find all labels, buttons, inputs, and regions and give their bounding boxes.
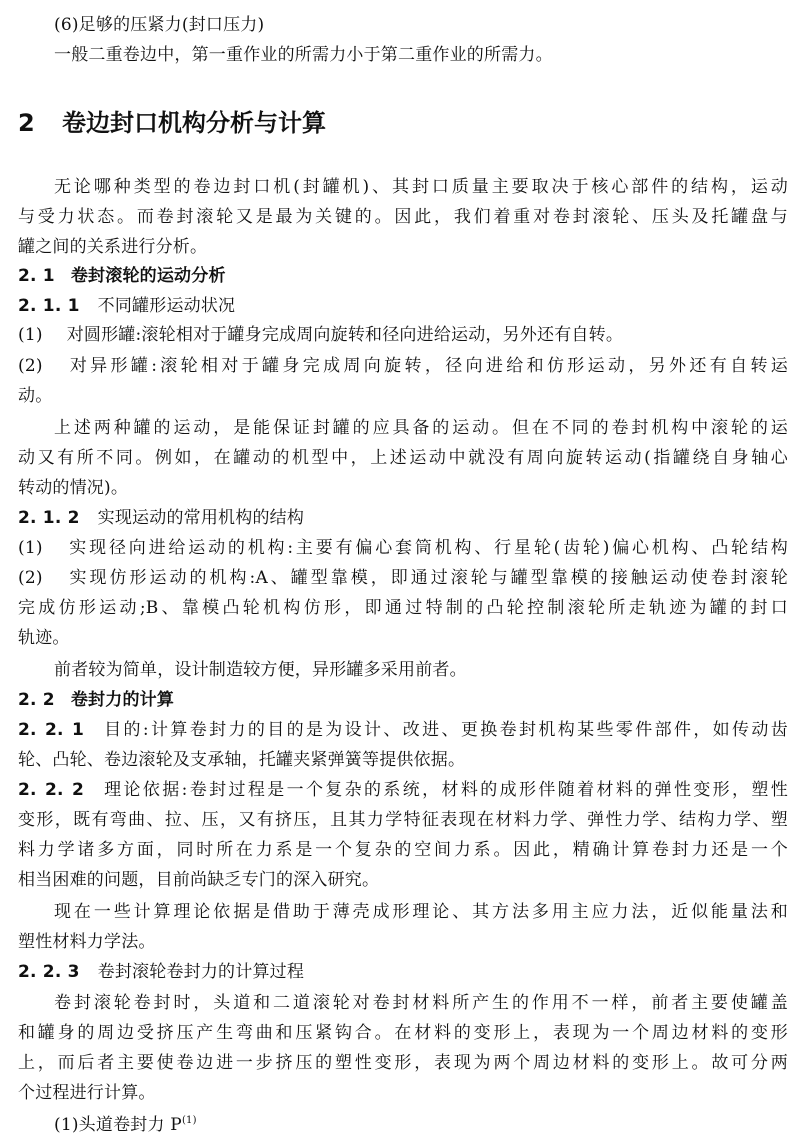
list-text: 实现仿形运动的机构:A、罐型靠模，即通过滚轮与罐型靠模的接触运动使卷封滚轮 bbox=[66, 568, 788, 588]
text-line: 完成仿形运动;B、靠模凸轮机构仿形，即通过特制的凸轮控制滚轮所走轨迹为罐的封口 bbox=[18, 598, 788, 618]
paragraph-text: 理论依据:卷封过程是一个复杂的系统，材料的成形伴随着材料的弹性变形，塑性 bbox=[101, 780, 788, 800]
subsection-number: 2. 2 bbox=[18, 690, 55, 710]
subsubsection-title: 不同罐形运动状况 bbox=[97, 296, 236, 316]
text-line: 个过程进行计算。 bbox=[18, 1083, 156, 1103]
list-marker: (2) bbox=[18, 356, 43, 376]
subsection-title: 卷封力的计算 bbox=[70, 690, 175, 710]
text-line: 卷封滚轮卷封时，头道和二道滚轮对卷封材料所产生的作用不一样，前者主要使罐盖 bbox=[54, 993, 788, 1013]
list-marker: (2) bbox=[18, 568, 43, 588]
paragraph-text: 目的:计算卷封力的目的是为设计、改进、更换卷封机构某些零件部件，如传动齿 bbox=[101, 720, 788, 740]
subsubsection-number: 2. 1. 1 bbox=[18, 296, 80, 316]
list-item bbox=[18, 324, 788, 346]
text-line: 和罐身的周边受挤压产生弯曲和压紧钩合。在材料的变形上，表现为一个周边材料的变形 bbox=[18, 1023, 788, 1043]
text-line: 塑性材料力学法。 bbox=[18, 932, 156, 952]
section-number: 2 bbox=[18, 109, 35, 137]
text-line: 与受力状态。而卷封滚轮又是最为关键的。因此，我们着重对卷封滚轮、压头及托罐盘与 bbox=[18, 207, 788, 227]
text-line: 罐之间的关系进行分析。 bbox=[18, 237, 208, 257]
text-line: 转动的情况)。 bbox=[18, 478, 129, 498]
subsubsection-number: 2. 2. 1 bbox=[18, 720, 84, 740]
list-text: 对异形罐:滚轮相对于罐身完成周向旋转，径向进给和仿形运动，另外还有自转运 bbox=[66, 356, 788, 376]
list-item bbox=[18, 537, 788, 559]
subsubsection-title: 卷封滚轮卷封力的计算过程 bbox=[97, 962, 305, 982]
text-line: 变形，既有弯曲、拉、压，又有挤压，且其力学特征表现在材料力学、弹性力学、结构力学、塑 bbox=[18, 810, 788, 830]
subsection-title: 卷封滚轮的运动分析 bbox=[70, 266, 226, 286]
subsubsection-number: 2. 1. 2 bbox=[18, 508, 80, 528]
text-line: 现在一些计算理论依据是借助于薄壳成形理论、其方法多用主应力法，近似能量法和 bbox=[54, 902, 788, 922]
text-line: 前者较为简单，设计制造较方便，异形罐多采用前者。 bbox=[54, 660, 467, 680]
list-text: 对圆形罐:滚轮相对于罐身完成周向旋转和径向进给运动，另外还有自转。 bbox=[66, 325, 624, 345]
text-line: 无论哪种类型的卷边封口机(封罐机)、其封口质量主要取决于核心部件的结构，运动 bbox=[54, 177, 788, 197]
list-marker: (1) bbox=[18, 538, 43, 558]
text-line: (6)足够的压紧力(封口压力) bbox=[54, 15, 265, 35]
section-title: 卷边封口机构分析与计算 bbox=[62, 109, 326, 137]
text-line: 动。 bbox=[18, 386, 53, 406]
text-line: 上，而后者主要使卷边进一步挤压的塑性变形，表现为两个周边材料的变形上。故可分两 bbox=[18, 1053, 788, 1073]
subsubsection-paragraph bbox=[18, 719, 788, 741]
list-item bbox=[18, 355, 788, 377]
subsubsection-paragraph bbox=[18, 779, 788, 801]
subsection-heading bbox=[18, 689, 788, 711]
text-line bbox=[54, 1114, 788, 1136]
subsection-heading bbox=[18, 265, 788, 287]
subsubsection-number: 2. 2. 3 bbox=[18, 962, 80, 982]
text-line: 一般二重卷边中，第一重作业的所需力小于第二重作业的所需力。 bbox=[54, 45, 553, 65]
text-line: 上述两种罐的运动，是能保证封罐的应具备的运动。但在不同的卷封机构中滚轮的运 bbox=[54, 418, 788, 438]
superscript-reference: (1) bbox=[181, 1115, 197, 1126]
subsubsection-title: 实现运动的常用机构的结构 bbox=[97, 508, 305, 528]
text-line: 相当困难的问题，目前尚缺乏专门的深入研究。 bbox=[18, 870, 380, 890]
list-item bbox=[18, 567, 788, 589]
subsubsection-heading bbox=[18, 507, 788, 529]
text-line: 料力学诸多方面，同时所在力系是一个复杂的空间力系。因此，精确计算卷封力还是一个 bbox=[18, 840, 788, 860]
text-line: 轨迹。 bbox=[18, 628, 70, 648]
subsubsection-number: 2. 2. 2 bbox=[18, 780, 84, 800]
section-heading bbox=[18, 108, 326, 138]
subsection-number: 2. 1 bbox=[18, 266, 55, 286]
list-text: 实现径向进给运动的机构:主要有偏心套筒机构、行星轮(齿轮)偏心机构、凸轮结构 bbox=[66, 538, 788, 558]
item-text: (1)头道卷封力 P bbox=[54, 1115, 182, 1135]
text-line: 轮、凸轮、卷边滚轮及支承轴，托罐夹紧弹簧等提供依据。 bbox=[18, 750, 466, 770]
subsubsection-heading bbox=[18, 295, 788, 317]
list-marker: (1) bbox=[18, 325, 43, 345]
subsubsection-heading bbox=[18, 961, 788, 983]
text-line: 动又有所不同。例如，在罐动的机型中，上述运动中就没有周向旋转运动(指罐绕自身轴心 bbox=[18, 448, 788, 468]
